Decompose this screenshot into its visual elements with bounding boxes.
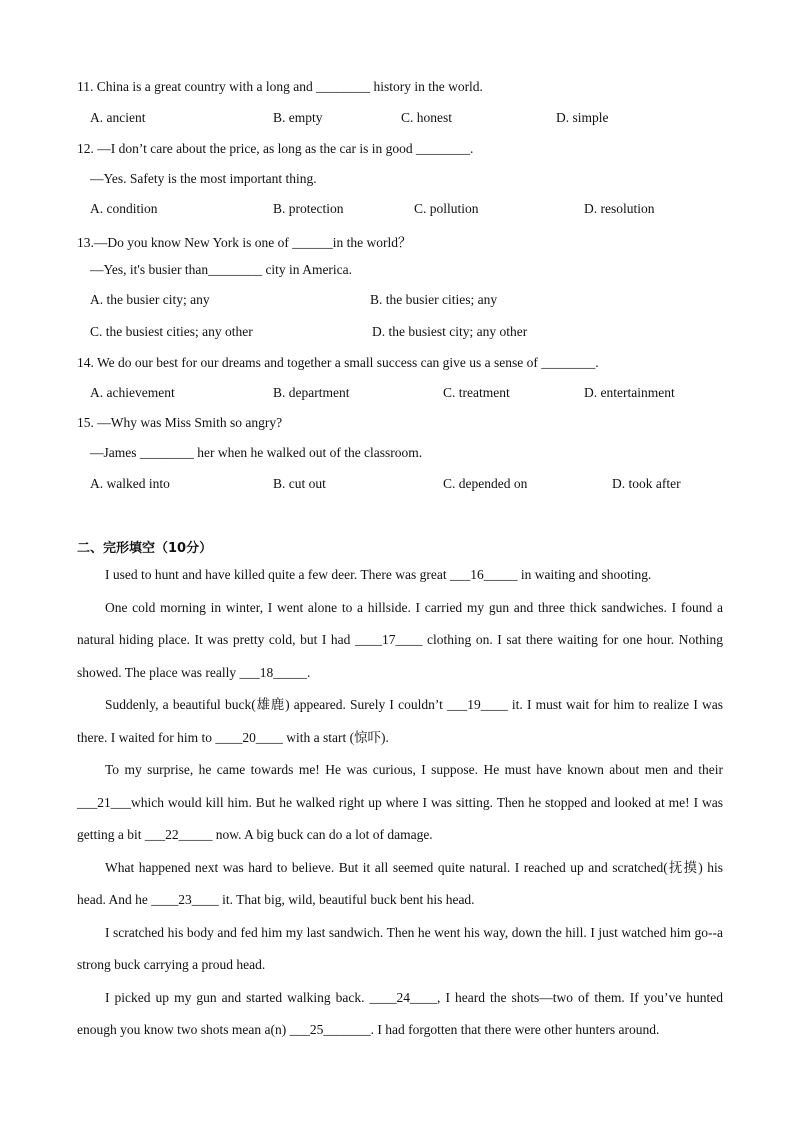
cloze-paragraph-7: I picked up my gun and started walking back. ____24____, I heard the shots—two of them. If you’ve hunted enough you know two shots mean a(n) ___25_______. I had forgotten that there were other hunters around. <box>77 989 723 1037</box>
question-13-option-c: C. the busiest cities; any other <box>90 324 253 339</box>
question-15-option-c: C. depended on <box>443 476 528 491</box>
question-15-option-d: D. took after <box>612 476 681 491</box>
question-13-stem: 13.—Do you know New York is one of ______in the world？ <box>77 235 412 250</box>
question-12-stem: 12. —I don’t care about the price, as long as the car is in good ________. <box>77 141 474 156</box>
question-15-reply: —James ________ her when he walked out of the classroom. <box>90 445 423 460</box>
question-14-option-d: D. entertainment <box>584 385 675 400</box>
question-11-option-d: D. simple <box>556 110 609 125</box>
question-12-option-a: A. condition <box>90 201 158 216</box>
question-11-stem: 11. China is a great country with a long and ________ history in the world. <box>77 79 483 94</box>
question-15-option-b: B. cut out <box>273 476 326 491</box>
cloze-paragraph-2: One cold morning in winter, I went alone to a hillside. I carried my gun and three thick sandwiches. I found a natural hiding place. It was pretty cold, but I had ____17____ clothing on. I sat there waiting for one hour. Nothing showed. The place was really ___18_____. <box>77 599 723 680</box>
cloze-paragraph-1: I used to hunt and have killed quite a few deer. There was great ___16_____ in waiting and shooting. <box>105 567 652 582</box>
cloze-paragraph-4: To my surprise, he came towards me! He was curious, I suppose. He must have known about men and their ___21___which would kill him. But he walked right up where I was sitting. Then he stopped and looked at me! I was getting a bit ___22_____ now. A big buck can do a lot of damage. <box>77 762 723 842</box>
question-12-reply: —Yes. Safety is the most important thing. <box>90 171 317 186</box>
cloze-paragraph-3: Suddenly, a beautiful buck(雄鹿) appeared. Surely I couldn’t ___19____ it. I must wait for him to realize I was there. I waited for him to ____20____ with a start (惊吓). <box>77 697 723 745</box>
question-13-reply: —Yes, it's busier than________ city in America. <box>90 262 353 277</box>
question-14-option-c: C. treatment <box>443 385 510 400</box>
question-11-option-a: A. ancient <box>90 110 146 125</box>
question-12-option-b: B. protection <box>273 201 344 216</box>
question-12-option-d: D. resolution <box>584 201 655 216</box>
question-11-option-c: C. honest <box>401 110 453 125</box>
section-heading-cloze: 二、完形填空（10分） <box>77 541 213 556</box>
question-15-option-a: A. walked into <box>90 476 170 491</box>
question-14-stem: 14. We do our best for our dreams and together a small success can give us a sense of ________. <box>77 355 599 370</box>
question-13-option-b: B. the busier cities; any <box>370 292 498 307</box>
question-12-option-c: C. pollution <box>414 201 479 216</box>
cloze-paragraph-6: I scratched his body and fed him my last sandwich. Then he went his way, down the hill. I just watched him go--a strong buck carrying a proud head. <box>77 924 723 972</box>
question-14-option-a: A. achievement <box>90 385 175 400</box>
cloze-paragraph-5: What happened next was hard to believe. But it all seemed quite natural. I reached up and scratched(抚摸) his head. And he ____23____ it. That big, wild, beautiful buck bent his head. <box>77 859 723 907</box>
question-13-option-a: A. the busier city; any <box>90 292 210 307</box>
question-13-option-d: D. the busiest city; any other <box>372 324 528 339</box>
question-14-option-b: B. department <box>273 385 350 400</box>
question-15-stem: 15. —Why was Miss Smith so angry? <box>77 415 283 430</box>
cloze-passage <box>77 559 723 1047</box>
question-11-option-b: B. empty <box>273 110 323 125</box>
